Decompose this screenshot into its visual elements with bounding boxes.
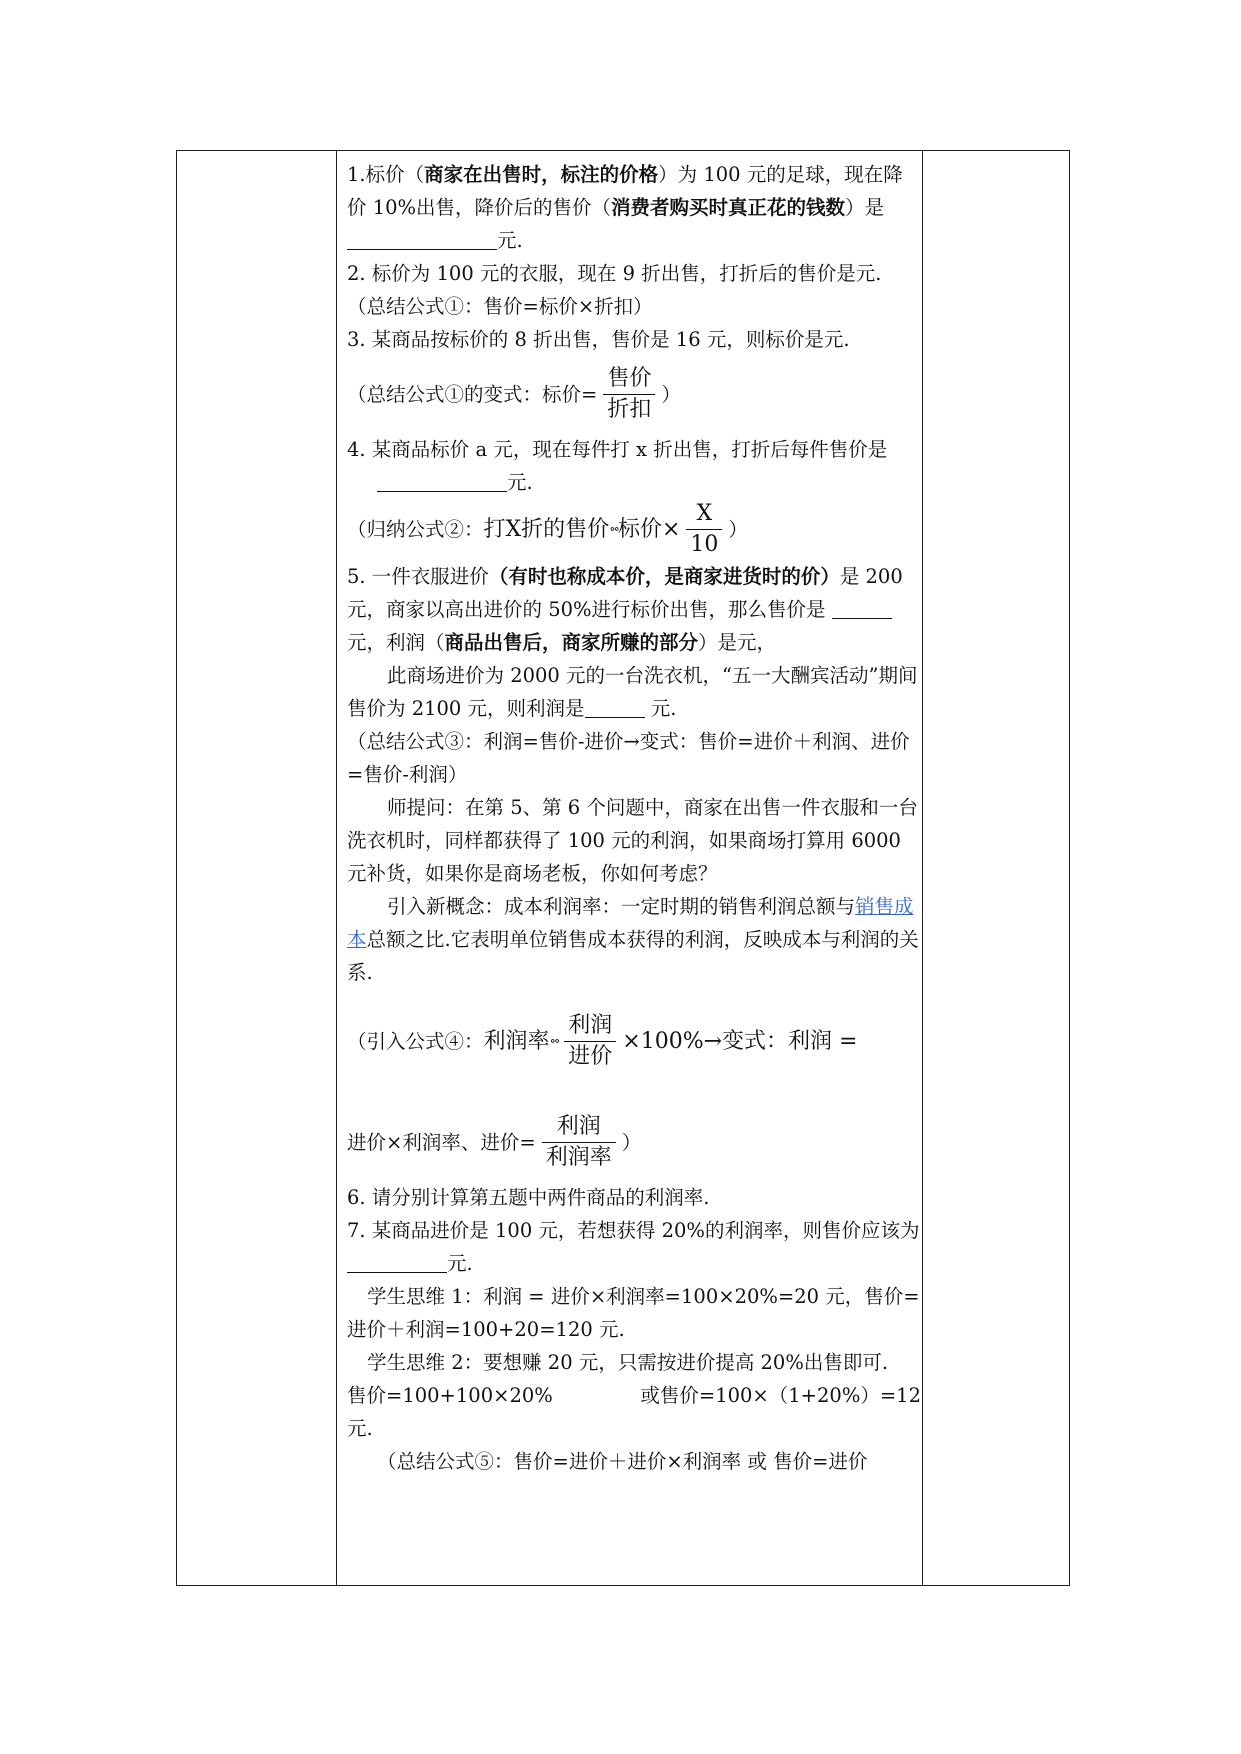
- answer-blank[interactable]: [377, 469, 507, 492]
- column-divider-right: [922, 151, 923, 1585]
- unit-line: 元.: [347, 1417, 373, 1440]
- fraction: $\frac{\text{售价}}{\text{折扣}}$: [603, 364, 655, 425]
- answer-blank[interactable]: [832, 596, 892, 619]
- formula-5: （总结公式⑤：售价=进价＋进价×利润率 或 售价=进价: [377, 1450, 868, 1473]
- question-7: 6. 请分别计算第五题中两件商品的利润率.: [347, 1186, 710, 1209]
- formula-4: （引入公式④： 利润率 ∘∘ $\frac{\text{利润}}{\text{进价}}$ ×100%→变式：利润 =: [347, 1011, 921, 1072]
- formula-4-variant: 进价×利润率、进价= $\frac{\text{利润}}{\text{利润率}}$ ）: [347, 1112, 921, 1173]
- formula-1-variant: （总结公式①的变式：标价= $\frac{\text{售价}}{\text{折扣}}$ ）: [347, 364, 921, 425]
- question-6: 此商场进价为 2000 元的一台洗衣机，“五一大酬宾活动”期间售价为 2100 元，则利润是 元.: [347, 664, 918, 720]
- sales-cost-link[interactable]: 销售成本: [347, 895, 914, 951]
- question-8: 7. 某商品进价是 100 元，若想获得 20%的利润率，则售价应该为 元.: [347, 1219, 920, 1275]
- formula-2: （归纳公式②： 打X折的售价 ∘∘ 标价× $\frac{X}{10}$ ）: [347, 499, 921, 560]
- answer-blank[interactable]: [585, 695, 645, 718]
- formula-1: （总结公式①：售价=标价×折扣）: [347, 295, 653, 318]
- question-1: 1.标价（商家在出售时，标注的价格）为 100 元的足球，现在降价 10%出售，降价后的售价（消费者购买时真正花的钱数）是 元.: [347, 163, 903, 252]
- new-concept: 引入新概念：成本利润率：一定时期的销售利润总额与销售成本总额之比.它表明单位销售成本获得的利润，反映成本与利润的关系.: [347, 895, 919, 984]
- student-thinking-1: 学生思维 1：利润 = 进价×利润率=100×20%=20 元，售价=进价＋利润=100+20=120 元.: [347, 1285, 920, 1341]
- question-2: 2. 标价为 100 元的衣服，现在 9 折出售，打折后的售价是元.: [347, 262, 882, 285]
- fraction: $\frac{\text{利润}}{\text{利润率}}$: [542, 1112, 616, 1173]
- question-5: 5. 一件衣服进价（有时也称成本价，是商家进货时的价）是 200 元，商家以高出进价的 50%进行标价出售，那么售价是 元，利润（商品出售后，商家所赚的部分）是元，: [347, 565, 903, 654]
- student-thinking-2-formula: 售价=100+100×20% 或售价=100×（1+20%）=12: [347, 1384, 921, 1407]
- question-4: 4. 某商品标价 a 元，现在每件打 x 折出售，打折后每件售价是 元.: [347, 438, 888, 494]
- student-thinking-2: 学生思维 2：要想赚 20 元，只需按进价提高 20%出售即可.: [367, 1351, 889, 1374]
- fraction: $\frac{X}{10}$: [686, 499, 722, 560]
- column-divider-left: [336, 151, 337, 1585]
- teacher-question: 师提问：在第 5、第 6 个问题中，商家在出售一件衣服和一台洗衣机时，同样都获得了 100 元的利润，如果商场打算用 6000 元补货，如果你是商场老板，你如何考虑？: [347, 796, 918, 885]
- answer-blank[interactable]: [347, 1250, 447, 1273]
- question-3: 3. 某商品按标价的 8 折出售，售价是 16 元，则标价是元.: [347, 328, 850, 351]
- lesson-content: [347, 150, 921, 1478]
- fraction: $\frac{\text{利润}}{\text{进价}}$: [564, 1011, 616, 1072]
- formula-3: （总结公式③：利润=售价-进价→变式：售价=进价＋利润、进价=售价-利润）: [347, 730, 910, 786]
- answer-blank[interactable]: [347, 227, 497, 250]
